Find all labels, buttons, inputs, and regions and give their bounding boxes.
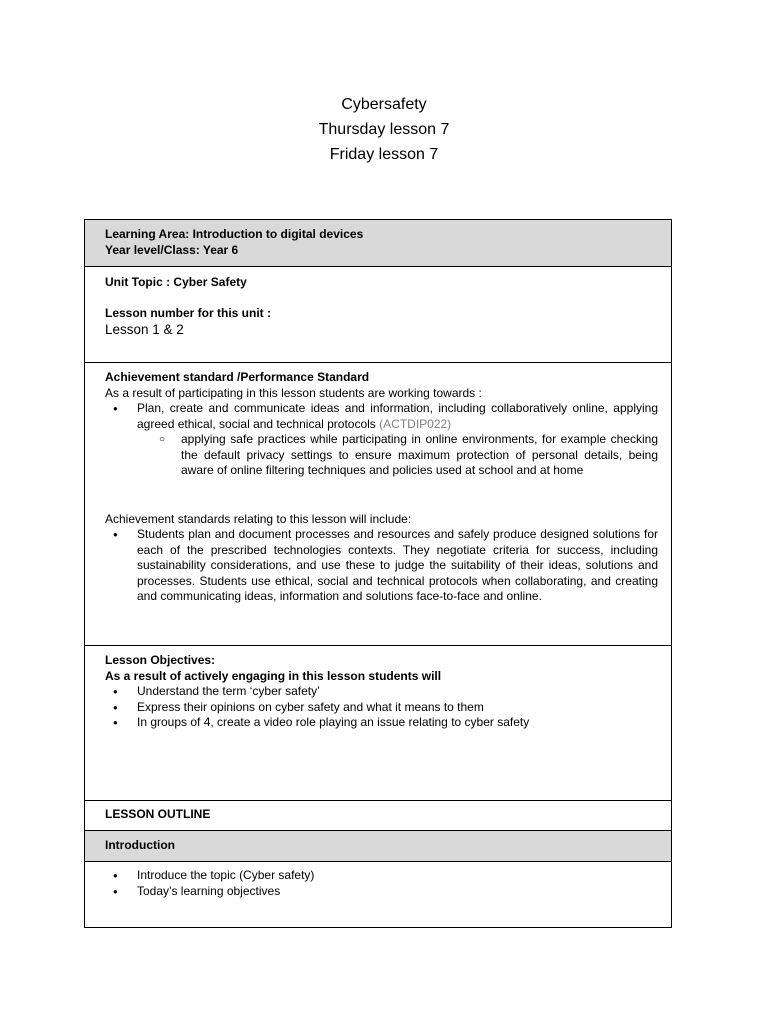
- unit-topic-row: [85, 266, 671, 362]
- achievement-standard-row: [85, 362, 671, 645]
- unit-topic-label: Unit Topic : Cyber Safety: [105, 275, 247, 289]
- lesson-number-value: Lesson 1 & 2: [105, 322, 184, 337]
- schedule-line-friday: Friday lesson 7: [329, 146, 439, 163]
- objectives-heading: Lesson Objectives:: [105, 653, 216, 667]
- standards-intro: Achievement standards relating to this lesson will include:: [105, 511, 412, 526]
- lesson-outline-row: [85, 800, 671, 830]
- spacer: [105, 479, 658, 512]
- lesson-outline-heading: LESSON OUTLINE: [105, 807, 211, 821]
- list-item: ○ applying safe practices while participating in online environments, for example checking the default privacy settings to ensure maximum protection of personal details, being aware of online filtering techniques and policies used at school and at home: [105, 432, 658, 479]
- introduction-heading: Introduction: [105, 838, 175, 852]
- lesson-plan-table: [84, 219, 672, 928]
- objectives-list: [105, 684, 658, 731]
- standards-list: [105, 527, 658, 605]
- lesson-objectives-row: [85, 645, 671, 800]
- objectives-subheading: As a result of actively engaging in this lesson students will: [105, 668, 442, 683]
- list-item: ● Introduce the topic (Cyber safety): [105, 868, 658, 884]
- learning-area-row: [85, 220, 671, 266]
- lesson-number-label: Lesson number for this unit :: [105, 305, 272, 320]
- schedule-line-thursday: Thursday lesson 7: [318, 121, 450, 138]
- introduction-list: [105, 868, 658, 899]
- spacer: [105, 291, 658, 306]
- introduction-content-row: [85, 861, 671, 927]
- document-title-block: [0, 92, 768, 167]
- list-item: ● Students plan and document processes and resources and safely produce designed solutions for each of the prescribed technologies contexts. They negotiate criteria for success, including sustainability considerations, and use these to judge the suitability of their ideas, solutions and processes. Students use ethical, social and technical protocols when collaborating, and creating and communicating ideas, information and solutions face-to-face and online.: [105, 527, 658, 605]
- list-item: ● In groups of 4, create a video role playing an issue relating to cyber safety: [105, 715, 658, 731]
- achievement-bullet-text: Plan, create and communicate ideas and information, including collaboratively online, applying agreed ethical, social and technical protocols: [137, 401, 658, 431]
- achievement-list: [105, 401, 658, 479]
- list-item: ● Today’s learning objectives: [105, 884, 658, 900]
- document-title: Cybersafety: [341, 96, 427, 113]
- learning-area-label: Learning Area: Introduction to digital devices: [105, 227, 364, 241]
- list-item: ● Express their opinions on cyber safety and what it means to them: [105, 700, 658, 716]
- achievement-intro: As a result of participating in this lesson students are working towards :: [105, 385, 482, 400]
- introduction-header-row: [85, 830, 671, 861]
- list-item: [105, 401, 658, 479]
- achievement-sub-list: [105, 432, 658, 479]
- list-item: ● Understand the term ‘cyber safety’: [105, 684, 658, 700]
- curriculum-code: (ACTDIP022): [379, 416, 452, 431]
- year-level-label: Year level/Class: Year 6: [105, 242, 239, 257]
- achievement-heading: Achievement standard /Performance Standard: [105, 370, 370, 384]
